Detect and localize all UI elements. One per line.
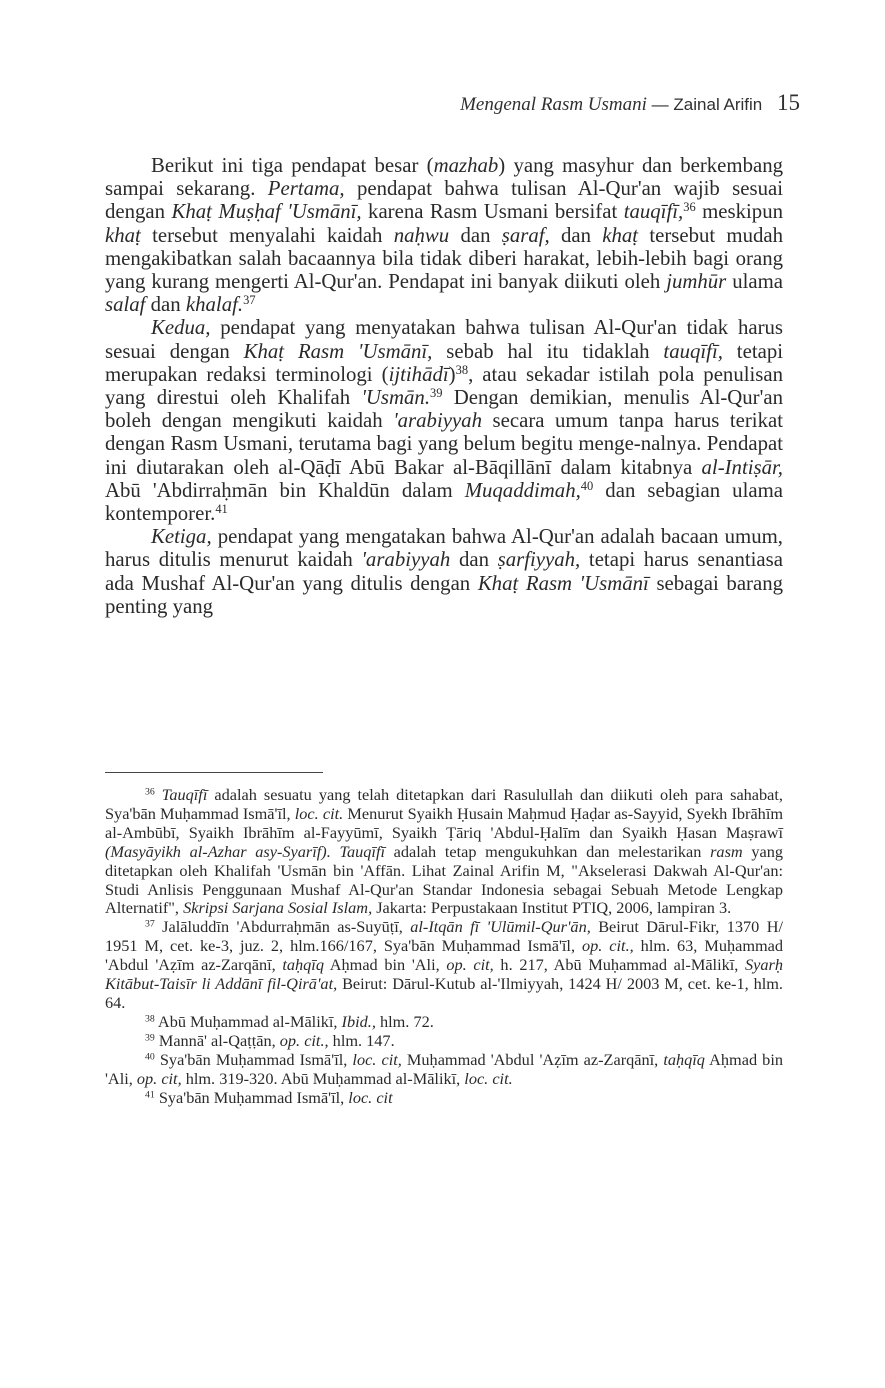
footnote-ref-41[interactable]: 41 xyxy=(215,502,228,517)
text-run: tetapi harus senantiasa ada Mushaf Al-Qur'an yang ditulis dengan xyxy=(105,548,783,595)
italic-term: Khaṭ Muṣḥaf 'Usmānī, xyxy=(171,200,362,224)
header-separator: — xyxy=(651,95,669,114)
text-run: Sya'bān Muḥammad Ismā'īl, xyxy=(154,1049,353,1069)
italic-term: 'Usmān. xyxy=(361,386,431,410)
italic-term: ijtihādī xyxy=(388,362,449,386)
main-text xyxy=(105,154,783,618)
text-run: dan xyxy=(549,223,603,247)
italic-term: tauqīfī, xyxy=(623,200,684,224)
text-run: Abū 'Abdirraḥmān bin Khaldūn dalam xyxy=(105,478,465,502)
italic-term: Tauqīfī xyxy=(161,785,208,804)
italic-term: loc. cit. xyxy=(464,1068,513,1088)
italic-term: khaṭ xyxy=(105,223,141,247)
text-run: pendapat yang menyatakan bahwa tulisan Al-Qur'an tidak harus sesuai dengan xyxy=(105,316,783,363)
running-header xyxy=(0,90,800,116)
italic-term: mazhab xyxy=(433,154,499,177)
text-run: Mannā' al-Qaṭṭān, xyxy=(154,1030,280,1050)
text-run: dan xyxy=(449,223,502,247)
italic-term: jumhūr xyxy=(666,270,727,294)
text-run: ) xyxy=(448,362,456,386)
italic-term: Kedua, xyxy=(151,316,211,340)
italic-term: loc. cit, xyxy=(352,1049,402,1069)
page-number: 15 xyxy=(777,90,800,115)
footnote-36 xyxy=(105,786,783,918)
text-run: ) yang masyhur dan berkembang sampai sekarang. xyxy=(105,154,783,201)
running-title: Mengenal Rasm Usmani xyxy=(460,94,647,115)
text-run: , atau sekadar istilah pola penulisan yang direstui oleh Khalifah xyxy=(105,362,783,410)
text-run: hlm. 72. xyxy=(375,1011,434,1031)
text-run: pendapat yang mengatakan bahwa Al-Qur'an adalah bacaan umum, harus ditulis menurut kaidah xyxy=(105,525,783,572)
italic-term: Ibid., xyxy=(341,1011,376,1031)
text-run: Abū Muḥammad al-Mālikī, xyxy=(154,1011,342,1031)
text-run: hlm. 63, Muḥammad 'Abdul 'Aẓīm az-Zarqānī, xyxy=(105,936,784,975)
italic-term: Ketiga, xyxy=(151,525,212,549)
text-run: Dengan demikian, menulis Al-Qur'an boleh dengan mengikuti kaidah xyxy=(105,386,783,433)
text-run: Berikut ini tiga pendapat besar ( xyxy=(151,154,434,177)
text-run: sebagai barang penting yang xyxy=(105,571,783,618)
footnote-number: 38 xyxy=(145,1013,155,1025)
footnote-38 xyxy=(105,1013,783,1032)
footnote-ref-40[interactable]: 40 xyxy=(580,478,594,493)
text-run: sebab hal itu tidaklah xyxy=(432,339,664,363)
text-run: Sya'bān Muḥammad Ismā'īl, xyxy=(154,1087,349,1107)
text-run: Jalāluddīn 'Abdurraḥmān as-Suyūṭī, xyxy=(154,917,411,937)
text-run: Aḥmad bin 'Ali, xyxy=(323,955,447,975)
italic-term: op. cit, xyxy=(136,1068,182,1088)
footnote-ref-37[interactable]: 37 xyxy=(243,293,256,308)
italic-term: Skripsi Sarjana Sosial Islam, xyxy=(183,898,373,918)
italic-term: Khaṭ Rasm 'Usmānī, xyxy=(243,339,433,363)
italic-term: al-Intiṣār, xyxy=(701,455,783,479)
italic-term: op. cit., xyxy=(279,1030,329,1050)
text-run: Beirut Dārul-Fikr, 1370 H/ 1951 M, cet. ke-3, juz. 2, hlm.166/167, Sya'bān Muḥammad Ismā'īl, xyxy=(105,917,784,956)
header-author: Zainal Arifin xyxy=(673,95,763,114)
paragraph-ketiga xyxy=(105,525,783,618)
text-run: dan xyxy=(145,293,186,317)
italic-term: ṣarfiyyah, xyxy=(497,548,581,572)
italic-term: op. cit., xyxy=(581,936,634,956)
text-run: Muḥammad 'Abdul 'Aẓīm az-Zarqānī, xyxy=(401,1049,664,1069)
text-run: dan sebagian ulama kontemporer. xyxy=(105,478,784,526)
footnote-40 xyxy=(105,1051,783,1089)
footnote-41 xyxy=(105,1089,783,1108)
footnote-ref-39[interactable]: 39 xyxy=(430,386,443,401)
italic-term: (Masyāyikh al-Azhar asy-Syarīf). xyxy=(105,841,331,861)
italic-term: ṣaraf, xyxy=(501,223,550,247)
footnote-ref-36[interactable]: 36 xyxy=(683,200,696,215)
footnote-number: 37 xyxy=(145,918,155,930)
italic-term: taḥqīq xyxy=(663,1049,705,1069)
footnote-number: 40 xyxy=(145,1051,155,1063)
text-run: adalah sesuatu yang telah ditetapkan dari Rasulullah dan diikuti oleh para sahabat, Sya'bān Muḥammad Ismā'īl, xyxy=(105,785,783,823)
italic-term: op. cit, xyxy=(446,955,494,975)
italic-term: khaṭ xyxy=(602,223,639,247)
text-run: yang ditetapkan oleh Khalifah 'Usmān bin 'Affān. Lihat Zainal Arifin M, "Akselerasi Dakwah Al-Qur'an: Studi Anlisis Penggunaan Mushaf Al-Qur'an Standar Indonesia sebagai Sebuah Metode Lengkap Alternatif", xyxy=(105,841,783,918)
text-run: tersebut mudah mengakibatkan salah bacaannya bila tidak diberi harakat, lebih-lebih bagi orang yang kurang mengerti Al-Qur'an. Pendapat ini banyak diikuti oleh xyxy=(105,223,784,294)
text-run: ulama xyxy=(726,270,784,294)
italic-term: tauqīfī, xyxy=(663,339,723,363)
footnote-37 xyxy=(105,918,783,1013)
italic-term: rasm xyxy=(710,841,743,861)
text-run: hlm. 319-320. Abū Muḥammad al-Mālikī, xyxy=(181,1068,465,1088)
paragraph-kedua xyxy=(105,316,783,525)
footnote-number: 41 xyxy=(145,1089,155,1101)
footnote-ref-38[interactable]: 38 xyxy=(455,362,469,377)
italic-term: Khaṭ Rasm 'Usmānī xyxy=(477,571,649,595)
text-run: meskipun xyxy=(695,200,784,224)
italic-term: 'arabiyyah xyxy=(393,409,482,433)
paragraph-pertama xyxy=(105,154,783,316)
text-run: Aḥmad bin 'Ali, xyxy=(105,1049,783,1088)
text-run: h. 217, Abū Muḥammad al-Mālikī, xyxy=(493,955,746,975)
italic-term: loc. cit. xyxy=(294,803,344,823)
text-run: tersebut menyalahi kaidah xyxy=(140,223,394,247)
text-run: hlm. 147. xyxy=(328,1030,395,1050)
italic-term: 'arabiyyah xyxy=(361,548,451,572)
text-run: adalah tetap mengukuhkan dan melestarikan xyxy=(385,841,711,861)
text-run: Beirut: Dārul-Kutub al-'Ilmiyyah, 1424 H/ 2003 M, cet. ke-1, hlm. 64. xyxy=(105,974,783,1012)
italic-term: Tauqīfī xyxy=(339,841,386,861)
text-run: Jakarta: Perpustakaan Institut PTIQ, 2006, lampiran 3. xyxy=(372,898,732,918)
italic-term: loc. cit xyxy=(348,1087,393,1107)
italic-term: Pertama, xyxy=(267,177,345,201)
footnote-39 xyxy=(105,1032,783,1051)
text-run: dan xyxy=(450,548,498,572)
italic-term: Muqaddimah, xyxy=(464,478,581,502)
text-run: tetapi merupakan redaksi terminologi ( xyxy=(105,339,783,386)
footnote-number: 36 xyxy=(145,786,155,798)
text-run: Menurut Syaikh Ḥusain Maḥmud Ḥaḍar as-Sayyid, Syekh Ibrāhīm al-Ambūbī, Syaikh Ibrāhīm al-Fayyūmī, Syaikh Ṭāriq 'Abdul-Ḥalīm dan Syaikh Ḥasan Maṣrawī xyxy=(105,803,784,842)
italic-term: naḥwu xyxy=(393,223,450,247)
italic-term: khalaf. xyxy=(185,293,244,317)
italic-term: al-Itqān fī 'Ulūmil-Qur'ān, xyxy=(410,917,591,937)
italic-term: Syarḥ Kitābut-Taisīr li Addānī fil-Qirā'at, xyxy=(105,955,783,994)
footnote-divider xyxy=(105,772,323,773)
text-run: secara umum tanpa harus terikat dengan Rasm Usmani, terutama bagi yang belum begitu menge-nalnya. Pendapat ini diutarakan oleh al-Qāḍī Abū Bakar al-Bāqillānī dalam kitabnya xyxy=(105,409,783,479)
italic-term: taḥqīq xyxy=(282,955,324,975)
text-run: karena Rasm Usmani bersifat xyxy=(361,200,624,224)
footnotes xyxy=(105,786,783,1107)
italic-term: salaf xyxy=(105,293,146,317)
footnote-number: 39 xyxy=(145,1032,155,1044)
text-run: pendapat bahwa tulisan Al-Qur'an wajib sesuai dengan xyxy=(105,177,783,224)
